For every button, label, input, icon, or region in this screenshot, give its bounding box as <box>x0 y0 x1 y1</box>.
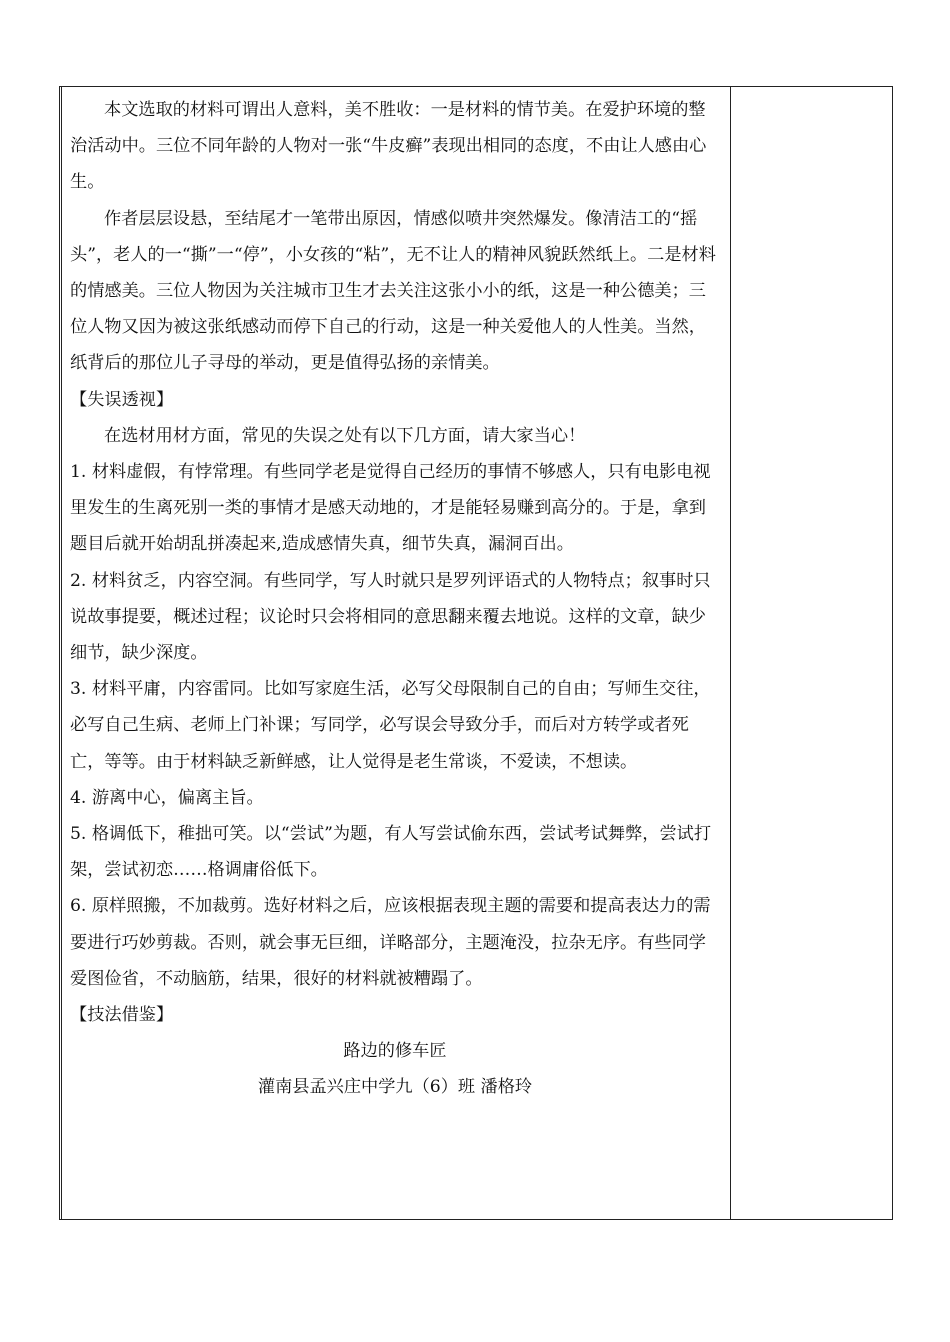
column-divider <box>730 87 731 1219</box>
list-item-1: 1. 材料虚假，有悖常理。有些同学老是觉得自己经历的事情不够感人，只有电影电视里发生的生离死别一类的事情才是感天动地的，才是能轻易赚到高分的。于是，拿到题目后就开始胡乱拼凑起来,造成感情失真，细节失真，漏洞百出。 <box>70 462 711 555</box>
list-item-6: 6. 原样照搬，不加裁剪。选好材料之后，应该根据表现主题的需要和提高表达力的需要进行巧妙剪裁。否则，就会事无巨细，详略部分，主题淹没，拉杂无序。有些同学爱图俭省，不动脑筋，结果，很好的材料就被糟蹋了。 <box>70 896 711 989</box>
essay-title: 路边的修车匠 <box>343 1041 447 1062</box>
paragraph-material-beauty: 本文选取的材料可谓出人意料，美不胜收：一是材料的情节美。在爱护环境的整治活动中。三位不同年龄的人物对一张“牛皮癣”表现出相同的态度，不由让人感由心生。 <box>70 100 707 193</box>
paragraph-suspense: 作者层层设悬，至结尾才一笔带出原因，情感似喷井突然爆发。像清洁工的“摇头”，老人的一“撕”一“停”，小女孩的“粘”，无不让人的精神风貌跃然纸上。二是材料的情感美。三位人物因为关注城市卫生才去关注这张小小的纸，这是一种公德美；三位人物又因为被这张纸感动而停下自己的行动，这是一种关爱他人的人性美。当然，纸背后的那位儿子寻母的举动，更是值得弘扬的亲情美。 <box>70 208 716 374</box>
section-heading-mistakes: 【失误透视】 <box>70 389 174 410</box>
main-text-column <box>70 92 720 1106</box>
paragraph-mistakes-intro: 在选材用材方面，常见的失误之处有以下几方面，请大家当心！ <box>104 425 586 446</box>
list-item-3: 3. 材料平庸，内容雷同。比如写家庭生活，必写父母限制自己的自由；写师生交往，必写自己生病、老师上门补课；写同学，必写误会导致分手，而后对方转学或者死亡，等等。由于材料缺乏新鲜感，让人觉得是老生常谈，不爱读，不想读。 <box>70 679 711 772</box>
list-item-5: 5. 格调低下，稚拙可笑。以“尝试”为题，有人写尝试偷东西，尝试考试舞弊，尝试打架，尝试初恋……格调庸俗低下。 <box>70 824 712 881</box>
left-border-line <box>61 86 62 1220</box>
essay-author: 灌南县孟兴庄中学九（6）班 潘格玲 <box>257 1077 533 1098</box>
list-item-4: 4. 游离中心，偏离主旨。 <box>70 787 264 808</box>
section-heading-techniques: 【技法借鉴】 <box>70 1005 174 1026</box>
list-item-2: 2. 材料贫乏，内容空洞。有些同学，写人时就只是罗列评语式的人物特点；叙事时只说故事提要，概述过程；议论时只会将相同的意思翻来覆去地说。这样的文章，缺少细节，缺少深度。 <box>70 570 711 664</box>
